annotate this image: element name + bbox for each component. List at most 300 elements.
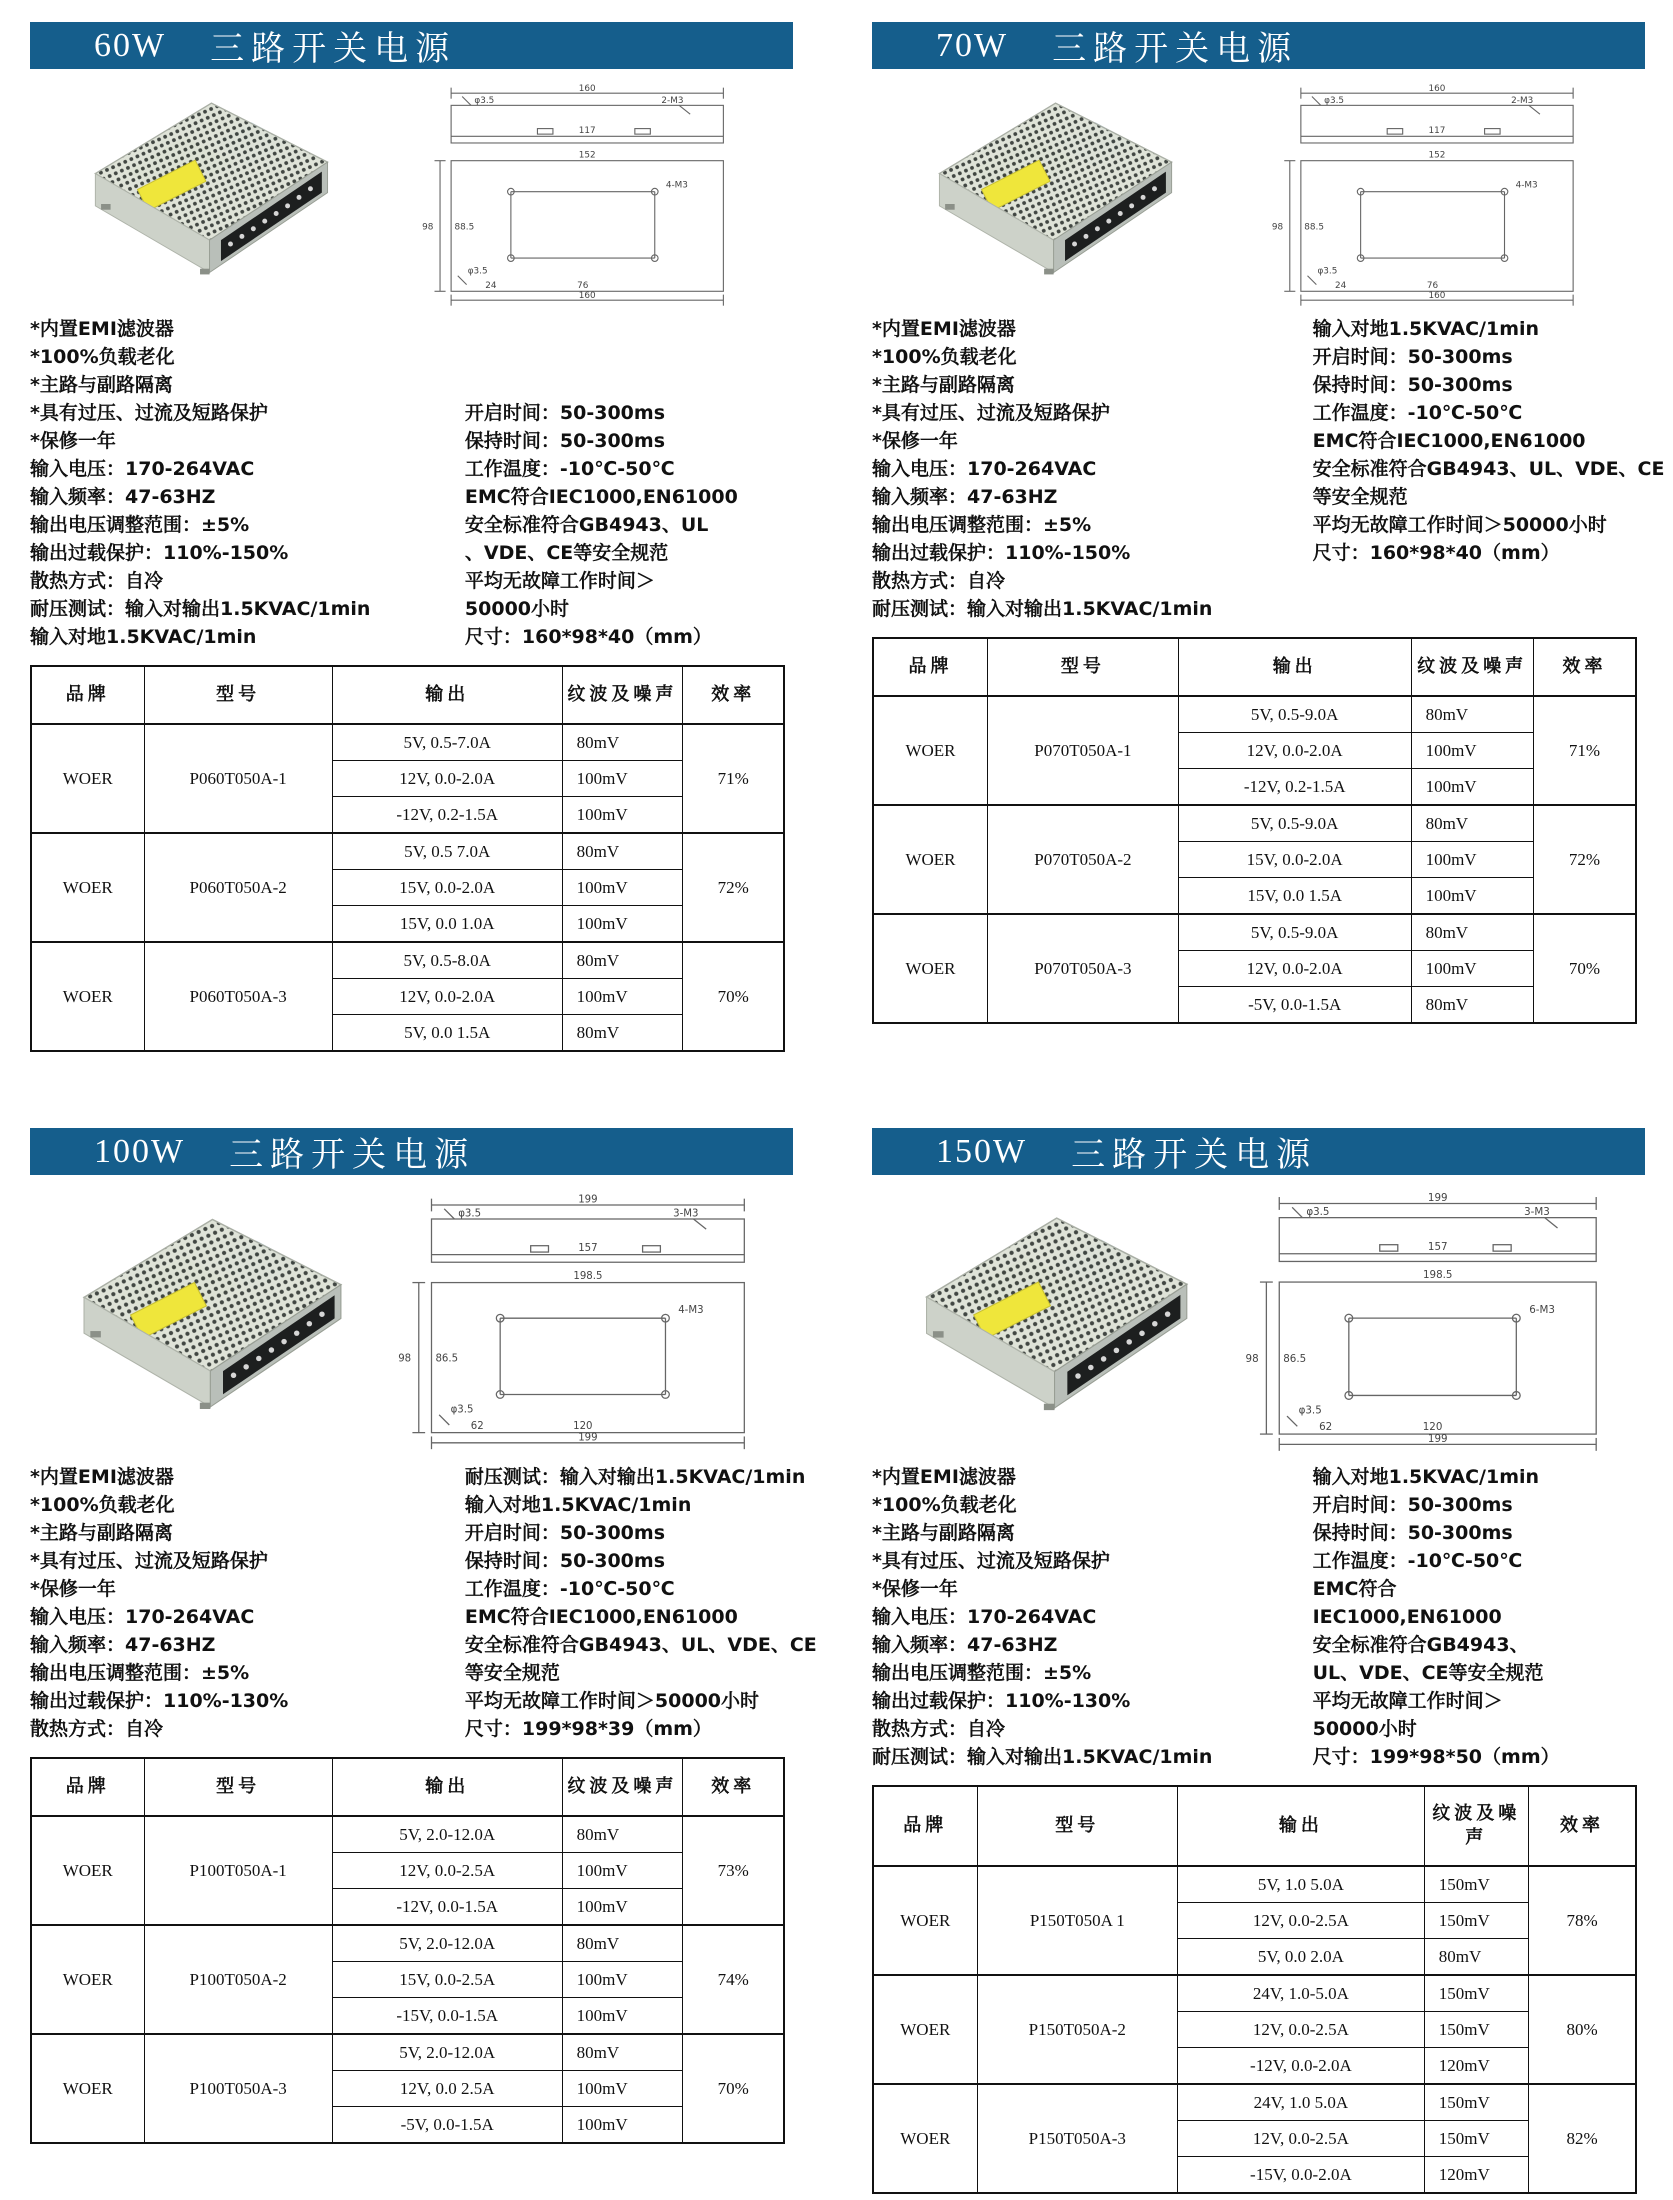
output-cell: -5V, 0.0-1.5A [1178,987,1411,1024]
section-power-label: 70W [936,26,1009,64]
efficiency-cell: 82% [1528,2084,1636,2193]
svg-text:199: 199 [578,1194,598,1206]
feature-line: 输出电压调整范围：±5% [872,1662,1092,1684]
feature-line: 尺寸：199*98*50（mm） [1312,1746,1560,1768]
output-cell: -12V, 0.2-1.5A [332,797,562,834]
psu-foot [1044,268,1054,274]
ripple-cell: 80mV [562,942,683,979]
output-cell: 12V, 0.0-2.0A [332,761,562,797]
feature-line: 保持时间：50-300ms [464,1550,666,1572]
ripple-cell: 80mV [1411,987,1533,1024]
spec-row [31,724,784,761]
spec-col-header: 纹波及噪声 [562,1758,683,1816]
feature-line: 50000小时 [1312,1718,1417,1740]
feature-line: 平均无故障工作时间＞ [464,570,655,592]
svg-text:φ3.5: φ3.5 [1306,1206,1330,1219]
output-cell: 5V, 2.0-12.0A [332,1816,562,1853]
efficiency-cell: 70% [1533,914,1636,1023]
spec-col-header: 效率 [683,1758,785,1816]
spec-header-row [873,1786,1636,1866]
feature-line: 输入对地1.5KVAC/1min [464,1494,692,1516]
feature-line: 、VDE、CE等安全规范 [464,542,669,564]
feature-line: 输入电压：170-264VAC [872,1606,1097,1628]
feature-line: EMC符合IEC1000,EN61000 [1312,430,1586,452]
spec-col-header: 输出 [332,1758,562,1816]
feature-line: 保持时间：50-300ms [1312,1522,1513,1544]
feature-line: *100%负载老化 [872,346,1017,368]
brand-cell: WOER [873,805,987,914]
spec-header-row [31,666,784,724]
spec-row [873,2084,1636,2121]
ripple-cell: 100mV [562,870,683,906]
feature-line: 开启时间：50-300ms [1312,346,1513,368]
feature-line: 输入频率：47-63HZ [30,486,216,508]
model-cell: P060T050A-3 [144,942,332,1051]
svg-text:76: 76 [1426,280,1439,291]
spec-row [873,914,1636,951]
output-cell: 5V, 0.5-9.0A [1178,805,1411,842]
svg-text:φ3.5: φ3.5 [450,1404,474,1416]
model-cell: P100T050A-2 [144,1925,332,2034]
section-title: 三路开关电源 [210,31,457,68]
feature-line: 耐压测试：输入对输出1.5KVAC/1min [872,598,1213,620]
output-cell: 5V, 0.5 7.0A [332,833,562,870]
product-photo [872,1187,1220,1457]
ripple-cell: 100mV [1411,951,1533,987]
product-section [872,1128,1645,2194]
psu-case-illustration [886,86,1206,305]
ripple-cell: 100mV [562,1998,683,2035]
model-cell: P060T050A-2 [144,833,332,942]
ripple-cell: 150mV [1424,1975,1528,2012]
output-cell: 12V, 0.0-2.0A [332,979,562,1015]
spec-header-row [873,638,1636,696]
efficiency-cell: 70% [683,2034,785,2143]
section-power-label: 100W [94,1132,186,1170]
feature-line: 尺寸：199*98*39（mm） [464,1718,712,1740]
svg-text:98: 98 [422,222,434,233]
psu-foot [933,1332,944,1338]
feature-line: 工作温度：-10℃-50℃ [464,1578,675,1600]
ripple-cell: 100mV [562,1889,683,1926]
product-section [872,22,1665,1024]
svg-text:4-M3: 4-M3 [1515,180,1538,191]
ripple-cell: 80mV [1411,696,1533,733]
features-right-column [1313,1463,1645,1771]
feature-line: 输出过载保护：110%-130% [30,1690,289,1712]
features-block [30,315,793,651]
output-cell: 5V, 2.0-12.0A [332,2034,562,2071]
psu-foot [101,204,111,210]
spec-col-header: 型号 [144,666,332,724]
ripple-cell: 80mV [562,1925,683,1962]
features-right-column [464,1463,817,1743]
svg-text:4-M3: 4-M3 [678,1305,704,1317]
ripple-cell: 100mV [562,2071,683,2107]
section-title: 三路开关电源 [229,1137,476,1174]
svg-text:199: 199 [1427,1191,1448,1204]
brand-cell: WOER [31,1816,144,1925]
features-block [872,315,1665,623]
feature-line: EMC符合IEC1000,EN61000 [464,1606,738,1628]
dimension-drawing [373,81,793,309]
output-cell: -12V, 0.2-1.5A [1178,769,1411,806]
spec-row [31,1925,784,1962]
svg-text:117: 117 [1428,126,1446,137]
svg-text:24: 24 [1334,280,1347,291]
spec-row [31,833,784,870]
ripple-cell: 100mV [562,2107,683,2144]
section-media-row [30,1187,793,1457]
efficiency-cell: 80% [1528,1975,1636,2084]
feature-line: *内置EMI滤波器 [872,318,1016,340]
svg-text:2-M3: 2-M3 [1511,96,1534,107]
ripple-cell: 150mV [1424,1866,1528,1903]
feature-line: *100%负载老化 [30,346,175,368]
section-header-bar [30,22,793,69]
feature-line: 50000小时 [464,598,570,620]
svg-text:157: 157 [578,1242,598,1254]
feature-line: *保修一年 [872,1578,958,1600]
output-cell: 15V, 0.0-2.0A [1178,842,1411,878]
output-cell: 12V, 0.0-2.5A [1178,2121,1425,2157]
feature-line: 耐压测试：输入对输出1.5KVAC/1min [30,598,371,620]
feature-line: 平均无故障工作时间＞50000小时 [464,1690,760,1712]
brand-cell: WOER [873,1866,977,1975]
model-cell: P060T050A-1 [144,724,332,833]
ripple-cell: 80mV [562,1816,683,1853]
svg-text:φ3.5: φ3.5 [458,1208,482,1220]
ripple-cell: 100mV [1411,842,1533,878]
feature-line: *具有过压、过流及短路保护 [30,1550,268,1572]
ripple-cell: 150mV [1424,2084,1528,2121]
output-cell: 12V, 0.0-2.0A [1178,733,1411,769]
svg-text:φ3.5: φ3.5 [474,96,495,107]
product-photo [30,81,373,309]
dimension-drawing-svg [1220,81,1645,309]
ripple-cell: 80mV [562,2034,683,2071]
svg-text:160: 160 [579,290,597,301]
spec-col-header: 输出 [1178,638,1411,696]
output-cell: 5V, 0.5-7.0A [332,724,562,761]
feature-line: 安全标准符合GB4943、UL、VDE、CE [464,1634,817,1656]
spec-col-header: 输出 [332,666,562,724]
spec-row [31,1816,784,1853]
feature-line: 工作温度：-10℃-50℃ [464,458,675,480]
svg-text:152: 152 [1428,150,1446,161]
feature-line: *具有过压、过流及短路保护 [872,1550,1110,1572]
spec-row [873,805,1636,842]
ripple-cell: 100mV [562,761,683,797]
output-cell: 5V, 2.0-12.0A [332,1925,562,1962]
efficiency-cell: 78% [1528,1866,1636,1975]
spec-col-header: 效率 [1528,1786,1636,1866]
feature-line: 开启时间：50-300ms [1312,1494,1513,1516]
svg-text:199: 199 [578,1432,598,1444]
ripple-cell: 100mV [562,906,683,943]
feature-line: 开启时间：50-300ms [464,1522,666,1544]
output-cell: 15V, 0.0-2.0A [332,870,562,906]
brand-cell: WOER [31,833,144,942]
efficiency-cell: 71% [1533,696,1636,805]
feature-line: 散热方式：自冷 [30,570,164,592]
model-cell: P070T050A-2 [987,805,1178,914]
feature-line: *主路与副路隔离 [30,1522,173,1544]
svg-text:98: 98 [398,1353,412,1365]
spec-table-body [31,724,784,1051]
feature-line: *保修一年 [872,430,958,452]
svg-text:199: 199 [1427,1432,1448,1445]
brand-cell: WOER [873,696,987,805]
output-cell: -12V, 0.0-1.5A [332,1889,562,1926]
section-header-bar [872,1128,1645,1175]
efficiency-cell: 73% [683,1816,785,1925]
feature-line: 输出过载保护：110%-150% [30,542,289,564]
spec-table-body [873,696,1636,1023]
output-cell: 5V, 0.5-8.0A [332,942,562,979]
spec-col-header: 纹波及噪声 [562,666,683,724]
feature-line: 平均无故障工作时间＞50000小时 [1312,514,1607,536]
svg-text:160: 160 [1428,83,1446,94]
spec-table [872,1785,1637,2194]
brand-cell: WOER [873,914,987,1023]
efficiency-cell: 70% [683,942,785,1051]
feature-line: 输入电压：170-264VAC [30,458,255,480]
spec-table-body [31,1816,784,2143]
feature-line: 尺寸：160*98*40（mm） [464,626,712,648]
svg-text:152: 152 [579,150,597,161]
spec-row [31,942,784,979]
svg-text:198.5: 198.5 [573,1270,603,1282]
feature-line: *保修一年 [30,430,116,452]
svg-text:86.5: 86.5 [1283,1352,1307,1365]
model-cell: P070T050A-3 [987,914,1178,1023]
section-media-row [30,81,793,309]
output-cell: 12V, 0.0-2.0A [1178,951,1411,987]
ripple-cell: 100mV [1411,878,1533,915]
ripple-cell: 100mV [562,1962,683,1998]
dimension-drawing-svg [373,81,793,309]
psu-foot [200,268,210,274]
spec-col-header: 品牌 [873,638,987,696]
product-photo [872,81,1220,309]
svg-text:157: 157 [1427,1240,1448,1253]
spec-row [31,2034,784,2071]
psu-foot [1044,1404,1055,1410]
spec-col-header: 品牌 [873,1786,977,1866]
psu-foot [945,204,955,210]
svg-text:24: 24 [485,280,497,291]
section-title: 三路开关电源 [1071,1137,1318,1174]
output-cell: -15V, 0.0-1.5A [332,1998,562,2035]
spec-col-header: 纹波及噪声 [1424,1786,1528,1866]
ripple-cell: 100mV [562,797,683,834]
ripple-cell: 150mV [1424,2012,1528,2048]
feature-line: 输入对地1.5KVAC/1min [1312,1466,1540,1488]
psu-case-illustration [44,86,360,305]
section-power-label: 60W [94,26,167,64]
feature-line: *内置EMI滤波器 [872,1466,1016,1488]
product-section [30,22,793,1052]
ripple-cell: 150mV [1424,2121,1528,2157]
spec-row [873,1866,1636,1903]
feature-line: *保修一年 [30,1578,116,1600]
ripple-cell: 80mV [1424,1939,1528,1976]
dimension-drawing-svg [1220,1187,1645,1457]
feature-line: *内置EMI滤波器 [30,318,174,340]
model-cell: P100T050A-1 [144,1816,332,1925]
model-cell: P150T050A-2 [977,1975,1177,2084]
efficiency-cell: 72% [683,833,785,942]
feature-line: 输入对地1.5KVAC/1min [30,626,257,648]
output-cell: 24V, 1.0-5.0A [1178,1975,1425,2012]
feature-line: 保持时间：50-300ms [464,430,666,452]
feature-line: 输入电压：170-264VAC [872,458,1097,480]
feature-line: *100%负载老化 [30,1494,175,1516]
features-block [30,1463,817,1743]
psu-case-illustration [886,1192,1206,1451]
svg-text:φ3.5: φ3.5 [1323,96,1344,107]
svg-text:76: 76 [577,280,589,291]
feature-line: 散热方式：自冷 [872,570,1006,592]
svg-text:4-M3: 4-M3 [666,180,689,191]
spec-col-header: 效率 [683,666,785,724]
output-cell: 5V, 0.0 2.0A [1178,1939,1425,1976]
dimension-drawing [1220,1187,1645,1457]
output-cell: 12V, 0.0-2.5A [332,1853,562,1889]
feature-line: *主路与副路隔离 [30,374,173,396]
spec-col-header: 型号 [987,638,1178,696]
svg-text:117: 117 [579,126,597,137]
svg-text:160: 160 [579,83,597,94]
features-left-column [872,315,1313,623]
feature-line: 散热方式：自冷 [30,1718,164,1740]
feature-line: 耐压测试：输入对输出1.5KVAC/1min [464,1466,806,1488]
ripple-cell: 100mV [562,1853,683,1889]
svg-text:98: 98 [1271,222,1283,233]
psu-foot [200,1403,211,1409]
spec-col-header: 品牌 [31,666,144,724]
spec-header-row [31,1758,784,1816]
feature-line: 输出电压调整范围：±5% [872,514,1092,536]
svg-text:88.5: 88.5 [1304,222,1324,233]
spec-table [30,665,785,1052]
efficiency-cell: 71% [683,724,785,833]
feature-line: 输出过载保护：110%-150% [872,542,1131,564]
feature-line: 耐压测试：输入对输出1.5KVAC/1min [872,1746,1213,1768]
ripple-cell: 150mV [1424,1903,1528,1939]
ripple-cell: 80mV [562,724,683,761]
feature-line: 输出电压调整范围：±5% [30,514,250,536]
feature-line: IEC1000,EN61000 [1312,1606,1502,1628]
svg-text:62: 62 [471,1420,485,1432]
feature-line: *具有过压、过流及短路保护 [872,402,1110,424]
model-cell: P150T050A 1 [977,1866,1177,1975]
section-media-row [872,1187,1645,1457]
output-cell: 15V, 0.0 1.0A [332,906,562,943]
svg-text:φ3.5: φ3.5 [1317,266,1338,277]
model-cell: P070T050A-1 [987,696,1178,805]
ripple-cell: 100mV [1411,733,1533,769]
output-cell: 24V, 1.0 5.0A [1178,2084,1425,2121]
feature-line: 输入频率：47-63HZ [872,1634,1058,1656]
output-cell: 5V, 0.0 1.5A [332,1015,562,1052]
ripple-cell: 80mV [562,833,683,870]
output-cell: -5V, 0.0-1.5A [332,2107,562,2144]
ripple-cell: 120mV [1424,2048,1528,2085]
feature-line: 安全标准符合GB4943、UL、VDE、CE [1312,458,1665,480]
dimension-drawing-svg [373,1187,793,1457]
spec-table [30,1757,785,2144]
svg-text:160: 160 [1428,290,1446,301]
feature-line: 输入对地1.5KVAC/1min [1312,318,1540,340]
output-cell: 5V, 0.5-9.0A [1178,914,1411,951]
product-photo [30,1187,373,1457]
spec-col-header: 型号 [977,1786,1177,1866]
section-media-row [872,81,1645,309]
feature-line: 输入频率：47-63HZ [872,486,1058,508]
dimension-drawing [373,1187,793,1457]
features-right-column [465,315,793,651]
output-cell: 15V, 0.0 1.5A [1178,878,1411,915]
brand-cell: WOER [31,724,144,833]
svg-text:120: 120 [573,1420,593,1432]
output-cell: -15V, 0.0-2.0A [1178,2157,1425,2194]
feature-line: 尺寸：160*98*40（mm） [1312,542,1560,564]
efficiency-cell: 72% [1533,805,1636,914]
ripple-cell: 80mV [1411,805,1533,842]
features-block [872,1463,1645,1771]
features-right-column [1312,315,1665,623]
feature-line: 输出过载保护：110%-130% [872,1690,1131,1712]
spec-col-header: 输出 [1178,1786,1425,1866]
spec-col-header: 纹波及噪声 [1411,638,1533,696]
feature-line: 保持时间：50-300ms [1312,374,1513,396]
svg-text:62: 62 [1318,1421,1333,1434]
output-cell: 12V, 0.0-2.5A [1178,1903,1425,1939]
feature-line: *具有过压、过流及短路保护 [30,402,268,424]
ripple-cell: 120mV [1424,2157,1528,2194]
section-header-bar [872,22,1645,69]
brand-cell: WOER [31,1925,144,2034]
spec-col-header: 效率 [1533,638,1636,696]
feature-line: 输入电压：170-264VAC [30,1606,255,1628]
feature-line: 安全标准符合GB4943、 [1312,1634,1529,1656]
output-cell: 5V, 0.5-9.0A [1178,696,1411,733]
section-title: 三路开关电源 [1052,31,1299,68]
spec-col-header: 型号 [144,1758,332,1816]
ripple-cell: 100mV [562,979,683,1015]
dimension-drawing [1220,81,1645,309]
feature-line: 等安全规范 [1312,486,1408,508]
feature-line: *主路与副路隔离 [872,1522,1015,1544]
feature-line: *100%负载老化 [872,1494,1017,1516]
feature-line: 平均无故障工作时间＞ [1312,1690,1503,1712]
ripple-cell: 80mV [1411,914,1533,951]
model-cell: P150T050A-3 [977,2084,1177,2193]
product-section [30,1128,817,2144]
output-cell: 15V, 0.0-2.5A [332,1962,562,1998]
features-left-column [30,1463,465,1743]
feature-line: 散热方式：自冷 [872,1718,1006,1740]
svg-text:φ3.5: φ3.5 [468,266,488,277]
svg-text:3-M3: 3-M3 [673,1208,699,1220]
spec-row [873,1975,1636,2012]
section-power-label: 150W [936,1132,1028,1170]
ripple-cell: 80mV [562,1015,683,1052]
feature-line: 输入频率：47-63HZ [30,1634,216,1656]
psu-case-illustration [44,1192,360,1451]
